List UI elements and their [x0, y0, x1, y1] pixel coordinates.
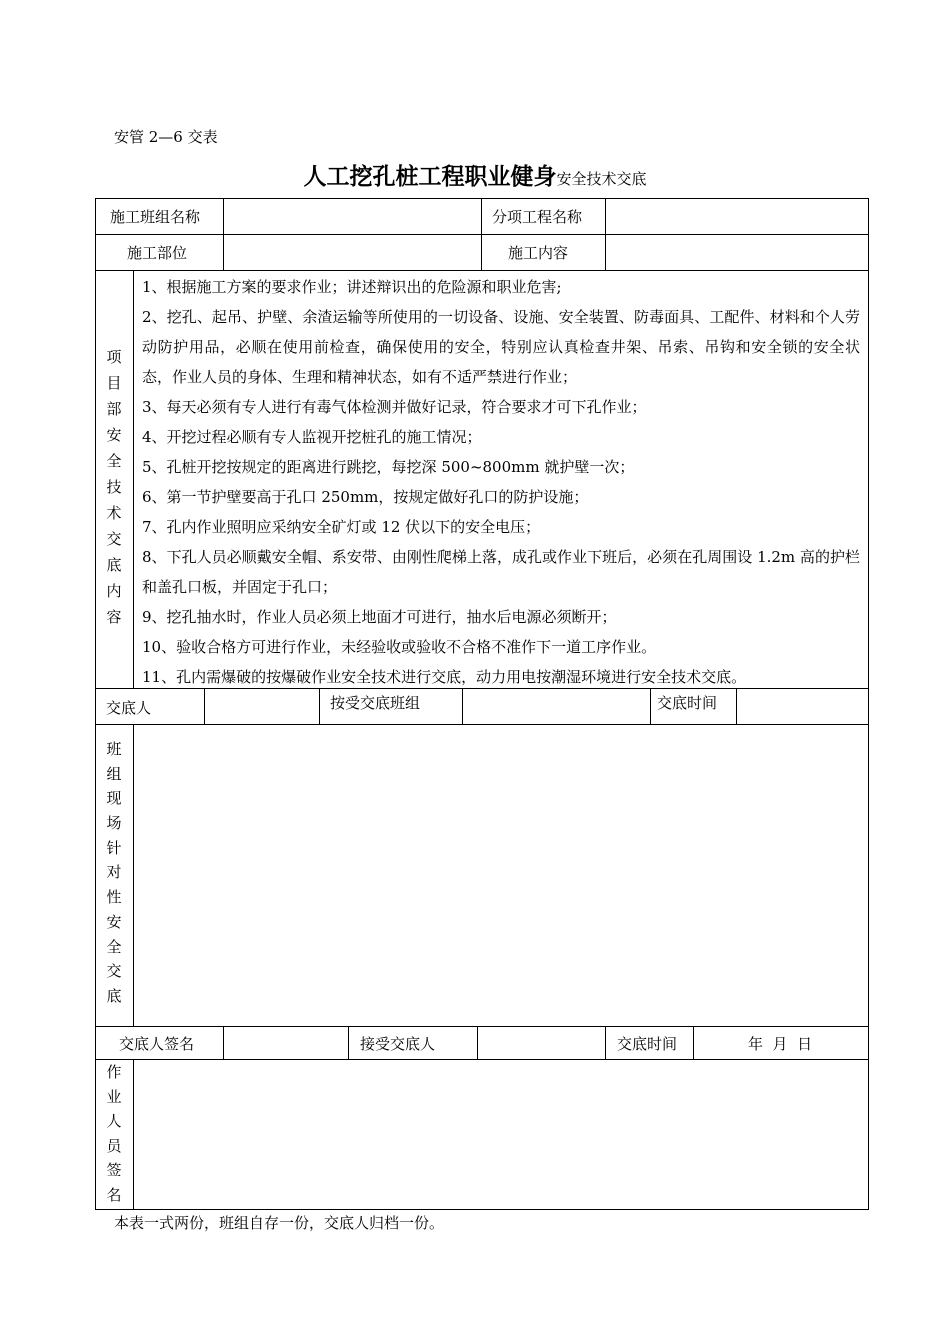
safety-item: 7、孔内作业照明应采纳安全矿灯或 12 伏以下的安全电压；	[142, 518, 541, 536]
title-sub: 安全技术交底	[556, 170, 647, 188]
receiver-value[interactable]	[481, 1030, 601, 1056]
safety-item: 11、孔内需爆破的按爆破作业安全技术进行交底，动力用电按潮湿环境进行安全技术交底。	[142, 668, 747, 686]
safety-item: 1、根据施工方案的要求作业；讲述辩识出的危险源和职业危害;	[142, 278, 562, 296]
location-label: 施工部位	[127, 244, 188, 262]
site-briefing-area[interactable]	[138, 728, 864, 1022]
safety-item: 9、挖孔抽水时，作业人员必须上地面才可进行，抽水后电源必须断开；	[142, 608, 617, 626]
form-code: 安管 2—6 交表	[114, 128, 218, 146]
safety-item: 5、孔桩开挖按规定的距离进行跳挖，每挖深 500~800mm 就护壁一次；	[142, 458, 635, 476]
title-main: 人工挖孔桩工程职业健身	[303, 164, 557, 190]
safety-section-label: 项 目 部 安 全 技 术 交 底 内 容	[106, 348, 122, 626]
page-title	[0, 158, 950, 191]
location-value[interactable]	[230, 242, 475, 264]
handover-time-value[interactable]	[740, 692, 865, 720]
safety-item: 3、每天必须有专人进行有毒气体检测并做好记录，符合要求才可下孔作业；	[142, 398, 647, 416]
signer-value[interactable]	[227, 1030, 344, 1056]
safety-item: 6、第一节护壁要高于孔口 250mm，按规定做好孔口的防护设施；	[142, 488, 589, 506]
sign-time-label: 交底时间	[617, 1035, 678, 1053]
worker-signature-area[interactable]	[138, 1063, 864, 1206]
sign-date-value[interactable]: 年 月 日	[748, 1035, 813, 1053]
safety-item: 4、开挖过程必顺有专人监视开挖桩孔的施工情况；	[142, 428, 482, 446]
handover-person-label: 交底人	[106, 699, 152, 717]
safety-item: 2、挖孔、起吊、护壁、余渣运输等所使用的一切设备、设施、安全装置、防毒面具、工配件、材料和个人劳动防护用品，必顺在使用前检查，确保使用的安全，特别应认真检查井架、吊索、吊钩和安全锁的安全状态，作业人员的身体、生理和精神状态，如有不适严禁进行作业；	[142, 308, 860, 386]
subproject-name-label: 分项工程名称	[492, 208, 583, 226]
team-name-label: 施工班组名称	[110, 208, 201, 226]
receiver-label: 接受交底人	[360, 1035, 436, 1053]
safety-item: 8、下孔人员必顺戴安全帽、系安带、由刚性爬梯上落，成孔或作业下班后，必须在孔周围设 1.2m 高的护栏和盖孔口板，并固定于孔口；	[142, 548, 860, 596]
receiving-team-value[interactable]	[466, 692, 646, 720]
worker-section-label: 作 业 人 员 签 名	[106, 1063, 122, 1204]
receiving-team-label: 按受交底班组	[330, 694, 421, 712]
safety-item: 10、验收合格方可进行作业，未经验收或验收不合格不准作下一道工序作业。	[142, 638, 657, 656]
footnote: 本表一式两份，班组自存一份，交底人归档一份。	[114, 1214, 445, 1232]
subproject-name-value[interactable]	[612, 206, 862, 228]
work-content-value[interactable]	[612, 242, 862, 264]
handover-time-label: 交底时间	[657, 694, 718, 712]
team-name-value[interactable]	[230, 206, 475, 228]
site-section-label: 班 组 现 场 针 对 性 安 全 交 底	[106, 740, 122, 1005]
handover-person-value[interactable]	[208, 692, 316, 720]
safety-items-list	[142, 272, 860, 692]
work-content-label: 施工内容	[508, 244, 569, 262]
signer-label: 交底人签名	[119, 1035, 195, 1053]
